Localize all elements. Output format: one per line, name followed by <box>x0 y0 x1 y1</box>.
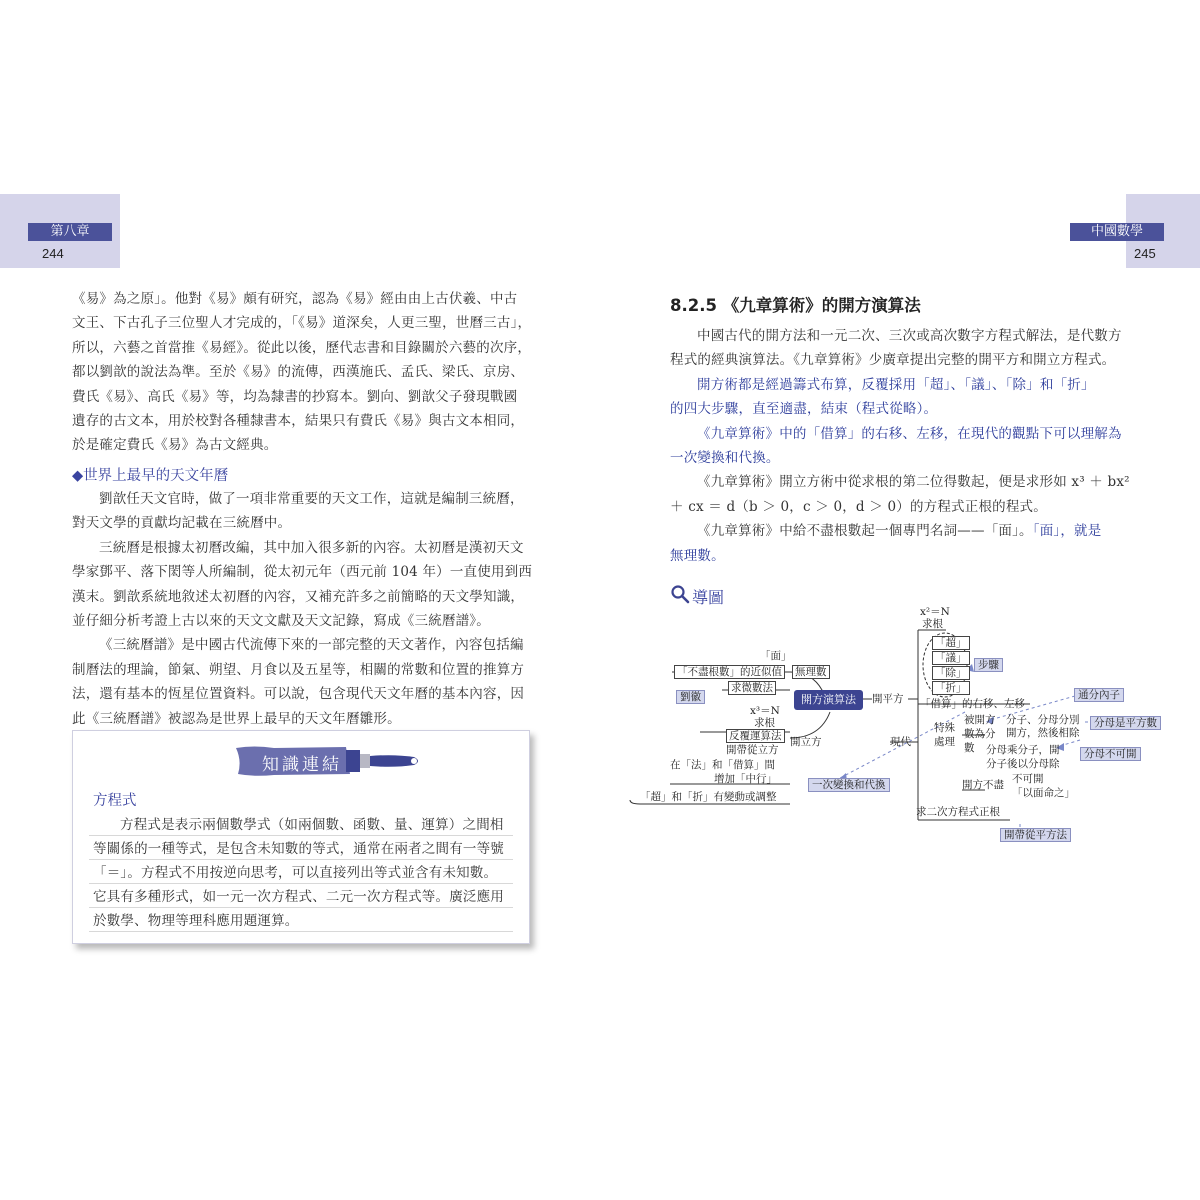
mm-fenzi-fenmu: 分子、分母分別 <box>1006 714 1080 726</box>
mm-mian: 「面」 <box>760 650 792 662</box>
mm-fenmu-pingfang: 分母是平方數 <box>1090 716 1161 730</box>
text-line: 學家鄧平、落下閎等人所編制，從太初元年（西元前 104 年）一直使用到西 <box>72 564 533 581</box>
text-line: 文王、下古孔子三位聖人才完成的，「《易》道深矣，人更三聖，世曆三古」， <box>72 315 532 332</box>
mm-zai-fa: 在「法」和「借算」間 <box>670 759 775 771</box>
guide-title: 導圖 <box>692 588 725 607</box>
mm-wulishu: 無理數 <box>792 665 830 679</box>
mm-x3: x³＝N <box>750 705 780 717</box>
text-line: 《九章算術》開立方術中從求根的第二位得數起，便是求形如 x³ ＋ bx² <box>697 474 1130 491</box>
mm-zengjia: 增加「中行」 <box>714 773 777 785</box>
text-line: 並仔細分析考證上古以來的天文文獻及天文記錄，寫成《三統曆譜》。 <box>72 613 490 630</box>
mm-qiuwei: 求微數法 <box>728 681 776 695</box>
mm-step: 「議」 <box>932 651 970 665</box>
page-number-right: 245 <box>1134 246 1156 261</box>
mm-jiesuan: 「借算」的右移、左移 <box>920 698 1025 710</box>
page-number-left: 244 <box>42 246 64 261</box>
text-line: 都以劉歆的說法為準。至於《易》的流傳，西漢施氏、孟氏、梁氏、京房、 <box>72 364 525 381</box>
mm-qiugen-l: 求根 <box>754 717 775 729</box>
mm-kaidai-ping: 開帶從平方法 <box>1000 828 1071 842</box>
mm-xiandai: 現代 <box>890 736 911 748</box>
mm-shu: 數 <box>964 742 975 754</box>
mm-chao-zhe: 「超」和「折」有變動或調整 <box>640 791 777 803</box>
mm-chuli: 處理 <box>934 736 955 748</box>
mm-fenmu-cheng: 分母乘分子，開 <box>986 744 1060 756</box>
text-line: 漢末。劉歆系統地敘述太初曆的內容，又補充許多之前簡略的天文學知識， <box>72 588 525 605</box>
mm-kaifang-bujin: 開方不盡 <box>962 779 1004 791</box>
text-line: 遺存的古文本，用於校對各種隸書本，結果只有費氏《易》與古文本相同， <box>72 413 525 430</box>
mm-shuwei: 數為分 <box>964 728 996 740</box>
section-heading: ◆世界上最早的天文年曆 <box>72 468 229 484</box>
text-line: 對天文學的貢獻均記載在三統曆中。 <box>72 515 292 532</box>
text-line: 所以，六藝之首當推《易經》。從此以後，歷代志書和目錄關於六藝的次序， <box>72 339 532 356</box>
mm-tongfen: 通分內子 <box>1074 688 1124 702</box>
mm-kaifang-ranhou: 開方，然後相除 <box>1006 727 1080 739</box>
mm-fanfu: 反覆運算法 <box>726 729 785 743</box>
mm-yici: 一次變換和代換 <box>808 778 890 792</box>
mm-buzhou: 步驟 <box>974 658 1003 672</box>
section-title: 8.2.5 《九章算術》的開方演算法 <box>670 296 921 315</box>
knowledge-box-title: 方程式 <box>93 793 137 809</box>
mm-qiugen-r: 求根 <box>922 618 943 630</box>
text-line: 此《三統曆譜》被認為是世界上最早的天文年曆雛形。 <box>72 710 401 727</box>
knowledge-text-line: 等關係的一種等式，是包含未知數的等式，通常在兩者之間有一等號 <box>93 841 504 857</box>
mm-yimian: 「以面命之」 <box>1012 787 1075 799</box>
mm-center: 開方演算法 <box>794 690 863 710</box>
mm-kaidai-li: 開帶從立方 <box>726 744 779 756</box>
mm-bujin: 「不盡根數」的近似值 <box>674 665 785 679</box>
text-line: 《易》為之原」。他對《易》頗有研究，認為《易》經由由上古伏羲、中古 <box>72 291 518 307</box>
text-line: 於是確定費氏《易》為古文經典。 <box>72 437 278 454</box>
text-line: 《九章算術》中給不盡根數起一個專門名詞——「面」。「面」，就是 <box>697 523 1102 540</box>
text-line: 開方術都是經過籌式布算，反覆採用「超」、「議」、「除」和「折」 <box>697 376 1095 393</box>
mm-liuhui: 劉徽 <box>676 690 705 704</box>
text-line: 三統曆是根據太初曆改編，其中加入很多新的內容。太初曆是漢初天文 <box>99 539 524 556</box>
text-line: ＋ cx ＝ d（b ＞ 0，c ＞ 0，d ＞ 0）的方程式正根的程式。 <box>670 498 1047 515</box>
knowledge-text-line: 它具有多種形式，如一元一次方程式、二元一次方程式等。廣泛應用 <box>93 889 504 905</box>
text-line: 費氏《易》、高氏《易》等，均為隸書的抄寫本。劉向、劉歆父子發現戰國 <box>72 388 518 405</box>
knowledge-text-line: 於數學、物理等理科應用題運算。 <box>93 913 299 929</box>
mm-step: 「折」 <box>932 681 970 695</box>
text-line: 無理數。 <box>670 547 725 564</box>
text-line: 程式的經典演算法。《九章算術》少廣章提出完整的開平方和開立方程式。 <box>670 352 1116 369</box>
mm-beikai: 被開方 <box>964 714 996 726</box>
mm-fenzi-hou: 分子後以分母除 <box>986 758 1060 770</box>
mm-step: 「除」 <box>932 666 970 680</box>
mm-step: 「超」 <box>932 636 970 650</box>
knowledge-text-line: 「＝」。方程式不用按逆向思考，可以直接列出等式並含有未知數。 <box>93 865 498 881</box>
mm-qiu-erci: 求二次方程式正根 <box>916 806 1000 818</box>
knowledge-banner: 知識連結 <box>262 755 342 775</box>
text-line: 《九章算術》中的「借算」的右移、左移，在現代的觀點下可以理解為 <box>697 425 1122 442</box>
mm-kailifang: 開立方 <box>790 736 822 748</box>
text-line: 制曆法的理論，節氣、朔望、月食以及五星等，相關的常數和位置的推算方 <box>72 661 525 678</box>
text-line: 法，還有基本的恆星位置資料。可以說，包含現代天文年曆的基本內容，因 <box>72 686 525 703</box>
book-title-label: 中國數學 <box>1070 223 1164 241</box>
text-line: 一次變換和代換。 <box>670 450 780 467</box>
text-line: 的四大步驟，直至適盡，結束（程式從略）。 <box>670 401 938 418</box>
mm-bukekai: 不可開 <box>1012 773 1044 785</box>
mm-kaipingfang: 開平方 <box>872 693 904 705</box>
mm-fenmu-bukekai: 分母不可開 <box>1080 747 1141 761</box>
text-line: 劉歆任天文官時，做了一項非常重要的天文工作，這就是編制三統曆， <box>99 491 524 507</box>
text-line: 中國古代的開方法和一元二次、三次或高次數字方程式解法，是代數方 <box>697 328 1122 344</box>
chapter-label: 第八章 <box>28 223 112 241</box>
mm-x2: x²＝N <box>920 606 950 618</box>
mm-teshu: 特殊 <box>934 722 955 734</box>
text-line: 《三統曆譜》是中國古代流傳下來的一部完整的天文著作，內容包括編 <box>99 637 524 654</box>
knowledge-text-line: 方程式是表示兩個數學式（如兩個數、函數、量、運算）之間相 <box>120 817 504 833</box>
